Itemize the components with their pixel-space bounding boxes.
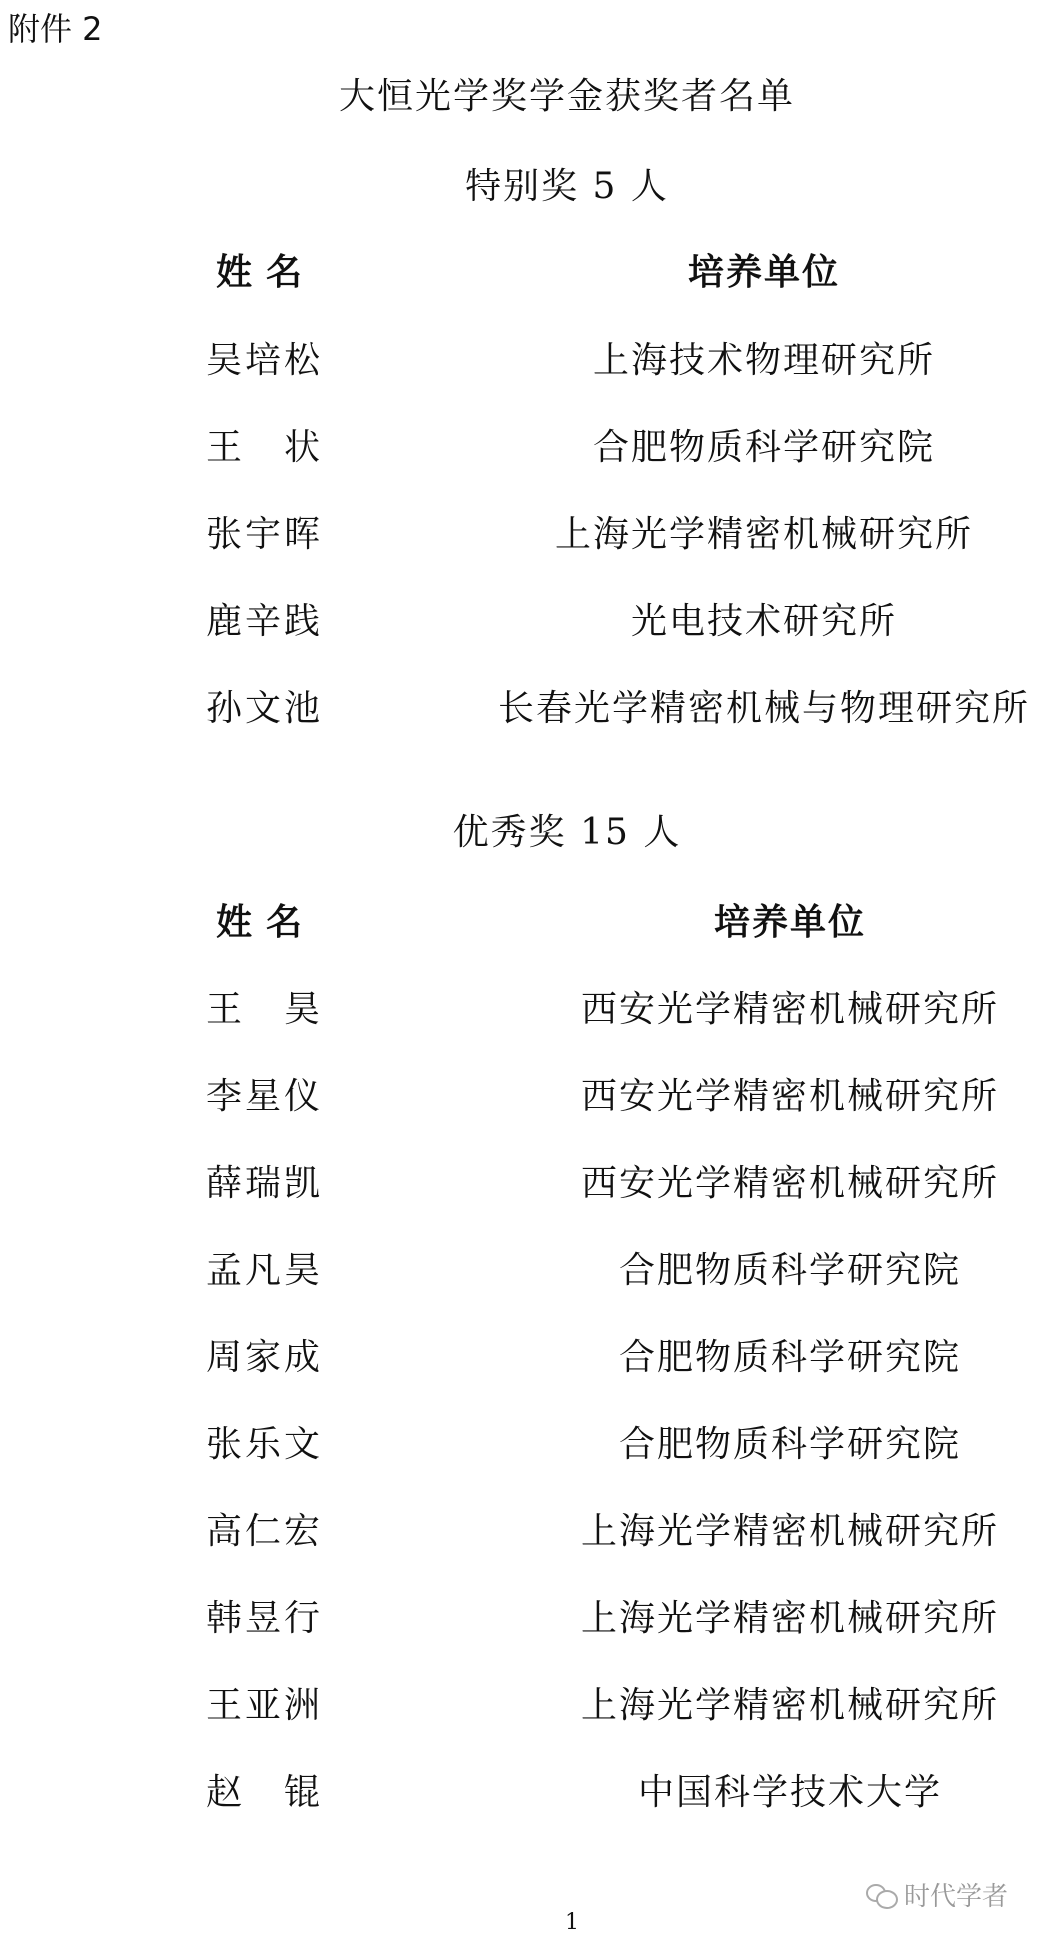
winner-name: 张宇晖 bbox=[206, 514, 324, 555]
table-row bbox=[0, 1155, 1054, 1215]
page-number: 1 bbox=[565, 1910, 579, 1935]
table-row bbox=[0, 1764, 1054, 1824]
winner-unit: 合肥物质科学研究院 bbox=[618, 1424, 961, 1465]
winner-name: 孟凡昊 bbox=[206, 1250, 324, 1291]
winner-name: 王亚洲 bbox=[206, 1685, 324, 1726]
winner-name: 吴培松 bbox=[206, 340, 324, 381]
winner-name: 高仁宏 bbox=[206, 1511, 324, 1552]
winner-name: 李星仪 bbox=[206, 1076, 324, 1117]
winner-unit: 合肥物质科学研究院 bbox=[618, 1250, 961, 1291]
winner-name: 张乐文 bbox=[206, 1424, 324, 1465]
special-award-heading: 特别奖 5 人 bbox=[465, 166, 669, 207]
winner-name: 韩昱行 bbox=[206, 1598, 324, 1639]
winner-unit: 西安光学精密机械研究所 bbox=[580, 989, 999, 1030]
winner-name: 薛瑞凯 bbox=[206, 1163, 324, 1204]
table-row bbox=[0, 1590, 1054, 1650]
document-title: 大恒光学奖学金获奖者名单 bbox=[338, 76, 795, 117]
winner-name: 王 状 bbox=[206, 427, 324, 468]
watermark-text: 时代学者 bbox=[904, 1882, 1009, 1912]
winner-name: 鹿辛践 bbox=[206, 601, 324, 642]
name-column-header: 姓名 bbox=[216, 902, 317, 943]
winner-name: 赵 锟 bbox=[206, 1772, 324, 1813]
winner-unit: 长春光学精密机械与物理研究所 bbox=[497, 688, 1030, 729]
winner-unit: 上海光学精密机械研究所 bbox=[580, 1685, 999, 1726]
winner-unit: 合肥物质科学研究院 bbox=[618, 1337, 961, 1378]
winner-unit: 上海光学精密机械研究所 bbox=[554, 514, 973, 555]
unit-column-header: 培养单位 bbox=[687, 252, 840, 293]
special-table-header bbox=[0, 244, 1054, 304]
winner-unit: 西安光学精密机械研究所 bbox=[580, 1163, 999, 1204]
winner-name: 王 昊 bbox=[206, 989, 324, 1030]
table-row bbox=[0, 1242, 1054, 1302]
table-row bbox=[0, 1329, 1054, 1389]
table-row bbox=[0, 419, 1054, 479]
table-row bbox=[0, 1416, 1054, 1476]
table-row bbox=[0, 1503, 1054, 1563]
name-column-header: 姓名 bbox=[216, 252, 317, 293]
winner-name: 孙文池 bbox=[206, 688, 324, 729]
winner-unit: 合肥物质科学研究院 bbox=[592, 427, 935, 468]
wechat-icon bbox=[866, 1882, 898, 1908]
winner-unit: 上海光学精密机械研究所 bbox=[580, 1511, 999, 1552]
table-row bbox=[0, 506, 1054, 566]
table-row bbox=[0, 680, 1054, 740]
winner-unit: 上海光学精密机械研究所 bbox=[580, 1598, 999, 1639]
table-row bbox=[0, 1677, 1054, 1737]
excellent-award-heading: 优秀奖 15 人 bbox=[452, 812, 682, 853]
attachment-label: 附件 2 bbox=[8, 10, 103, 48]
table-row bbox=[0, 981, 1054, 1041]
table-row bbox=[0, 1068, 1054, 1128]
winner-unit: 西安光学精密机械研究所 bbox=[580, 1076, 999, 1117]
winner-unit: 中国科学技术大学 bbox=[637, 1772, 942, 1813]
winner-unit: 光电技术研究所 bbox=[630, 601, 897, 642]
table-row bbox=[0, 593, 1054, 653]
table-row bbox=[0, 332, 1054, 392]
winner-unit: 上海技术物理研究所 bbox=[592, 340, 935, 381]
excellent-table-header bbox=[0, 894, 1054, 954]
unit-column-header: 培养单位 bbox=[713, 902, 866, 943]
watermark bbox=[866, 1876, 1008, 1913]
winner-name: 周家成 bbox=[206, 1337, 324, 1378]
